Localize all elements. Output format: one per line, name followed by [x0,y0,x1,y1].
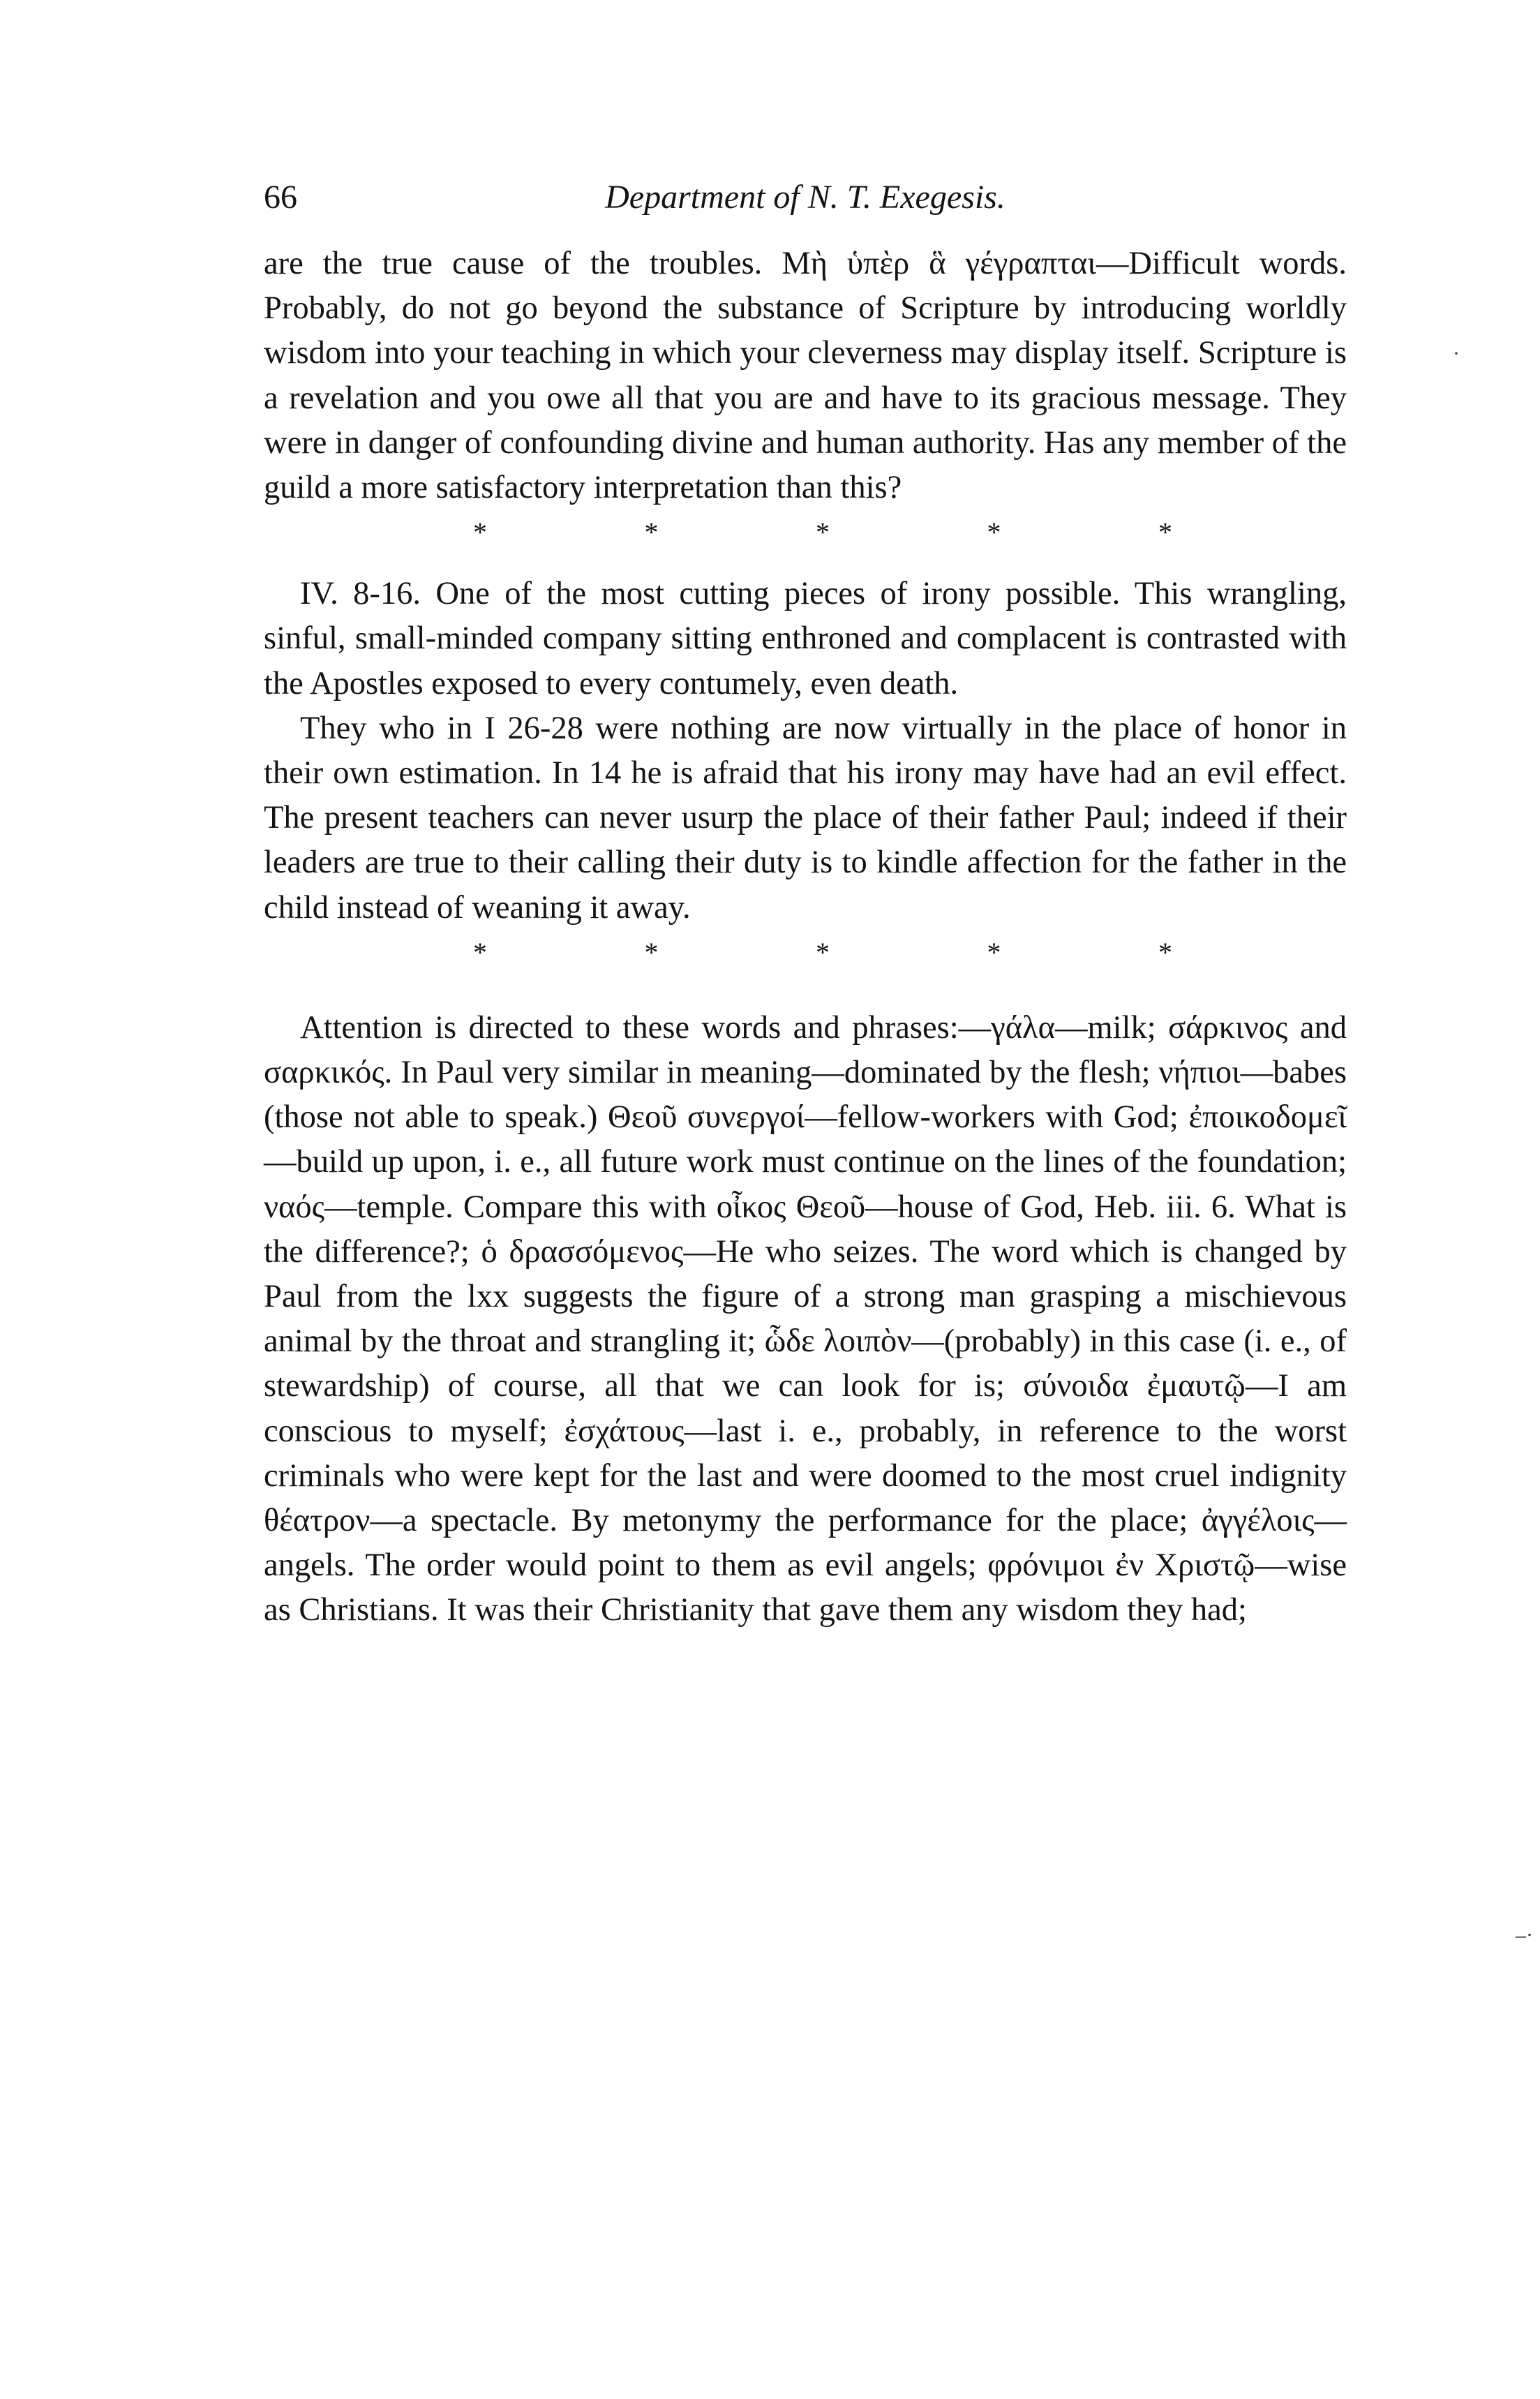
separator-star: * [1158,517,1172,549]
running-title: Department of N. T. Exegesis. [605,179,1006,216]
paragraph-continuation: are the true cause of the troubles. Μὴ ὑπὲρ ἃ γέγραπται—Difficult words. Probably, do not go beyond the substance of Scripture by introducing worldly wisdom into your teaching in which your cleverness may display itself. Scripture is a revelation and you owe all that you are and have to its gracious message. They were in danger of confounding divine and human authority. Has any member of the guild a more satisfactory interpretation than this? [264,246,1347,506]
separator-star: * [1158,936,1172,968]
page-header [264,173,1347,222]
separator-star: * [816,517,830,549]
paragraph-word-study: Attention is directed to these words and phrases:—γάλα—milk; σάρκινος and σαρκικός. In Paul very similar in meaning—dominated by the flesh; νήπιοι—babes (those not able to speak.) Θεοῦ συνεργοί—fellow-workers with God; ἐποικοδομεῖ—build up upon, i. e., all future work must continue on the lines of the foundation; ναός—temple. Compare this with οἶκος Θεοῦ—house of God, Heb. iii. 6. What is the difference?; ὁ δρασσόμενος—He who seizes. The word which is changed by Paul from the lxx suggests the figure of a strong man grasping a mischievous animal by the throat and strangling it; ὧδε λοιπὸν—(probably) in this case (i. e., of stewardship) of course, all that we can look for is; σύνοιδα ἐμαυτῷ—I am conscious to myself; ἐσχάτους—last i. e., probably, in reference to the worst criminals who were kept for the last and were doomed to the most cruel indignity θέατρον—a spectacle. By metonymy the performance for the place; ἀγγέλοις—angels. The order would point to them as evil angels; φρόνιμοι ἐν Χριστῷ—wise as Christians. It was their Christianity that gave them any wisdom they had; [264,1009,1347,1628]
section-separator [264,930,1347,975]
separator-star: * [987,517,1001,549]
separator-star: * [816,936,830,968]
separator-star: * [644,936,659,968]
paragraph-chapter-iv: IV. 8-16. One of the most cutting pieces of irony possible. This wrangling, sinful, small-minded company sitting enthroned and complacent is contrasted with the Apostles exposed to every contumely, even death. [264,576,1347,701]
book-page [264,173,1347,1633]
page-number: 66 [264,179,297,216]
separator-star: * [473,517,487,549]
section-separator [264,510,1347,555]
margin-speck: · [1453,342,1460,365]
separator-star: * [987,936,1001,968]
separator-star: * [473,936,487,968]
body-text [264,242,1347,1633]
paragraph-irony: They who in I 26-28 were nothing are now virtually in the place of honor in their own estimation. In 14 he is afraid that his irony may have had an evil effect. The present teachers can never usurp the place of their father Paul; indeed if their leaders are true to their calling their duty is to kindle affection for the father in the child instead of weaning it away. [264,710,1347,926]
margin-dash: –· [1516,1924,1533,1947]
separator-star: * [644,517,659,549]
